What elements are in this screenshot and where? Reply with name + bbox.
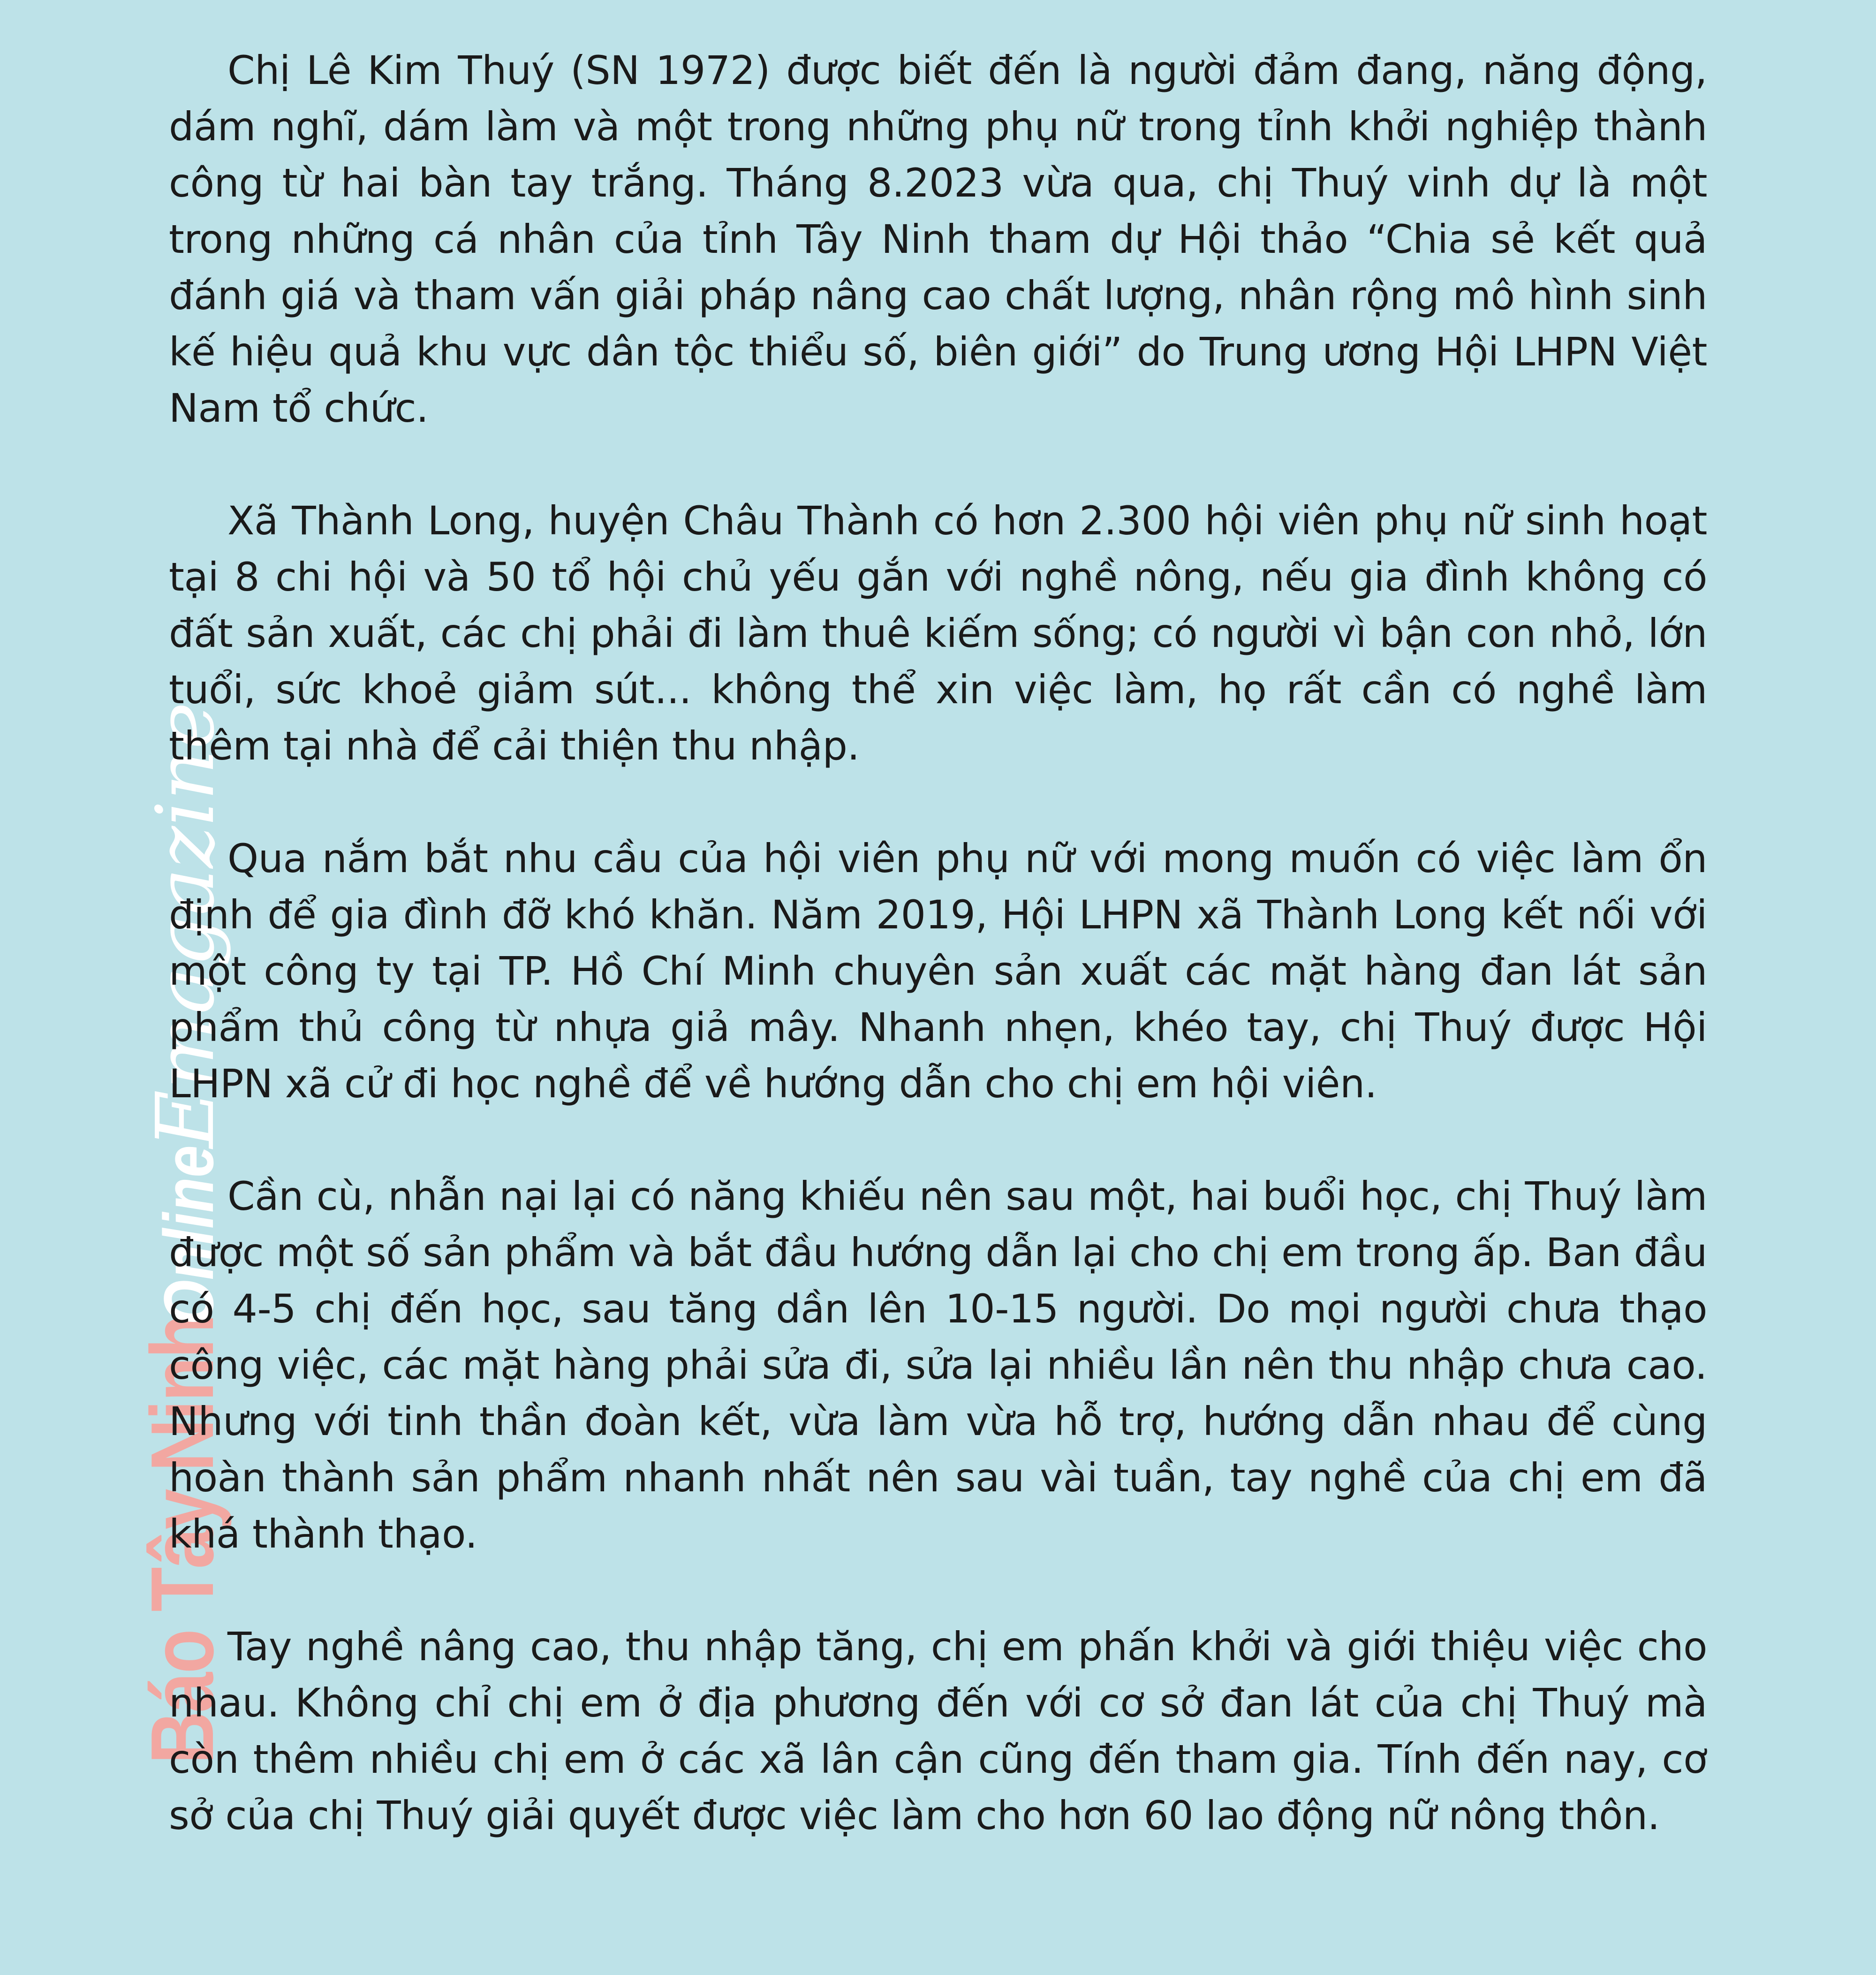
article-paragraph: Chị Lê Kim Thuý (SN 1972) được biết đến là người đảm đang, năng động, dám nghĩ, dám làm và một trong những phụ nữ trong tỉnh khởi nghiệp thành công từ hai bàn tay trắng. Tháng 8.2023 vừa qua, chị Thuý vinh dự là một trong những cá nhân của tỉnh Tây Ninh tham dự Hội thảo “Chia sẻ kết quả đánh giá và tham vấn giải pháp nâng cao chất lượng, nhân rộng mô hình sinh kế hiệu quả khu vực dân tộc thiểu số, biên giới” do Trung ương Hội LHPN Việt Nam tổ chức. (169, 47, 1707, 431)
article-paragraph: Xã Thành Long, huyện Châu Thành có hơn 2.300 hội viên phụ nữ sinh hoạt tại 8 chi hội và 50 tổ hội chủ yếu gắn với nghề nông, nếu gia đình không có đất sản xuất, các chị phải đi làm thuê kiếm sống; có người vì bận con nhỏ, lớn tuổi, sức khoẻ giảm sút... không thể xin việc làm, họ rất cần có nghề làm thêm tại nhà để cải thiện thu nhập. (169, 498, 1707, 769)
watermark-emagazine: Emagazine (139, 702, 232, 1148)
article-paragraph: Cần cù, nhẫn nại lại có năng khiếu nên sau một, hai buổi học, chị Thuý làm được một số sản phẩm và bắt đầu hướng dẫn lại cho chị em trong ấp. Ban đầu có 4-5 chị đến học, sau tăng dần lên 10-15 người. Do mọi người chưa thạo công việc, các mặt hàng phải sửa đi, sửa lại nhiều lần nên thu nhập chưa cao. Nhưng với tinh thần đoàn kết, vừa làm vừa hỗ trợ, hướng dẫn nhau để cùng hoàn thành sản phẩm nhanh nhất nên sau vài tuần, tay nghề của chị em đã khá thành thạo. (169, 1173, 1707, 1557)
article-paragraph: Qua nắm bắt nhu cầu của hội viên phụ nữ với mong muốn có việc làm ổn định để gia đình đỡ khó khăn. Năm 2019, Hội LHPN xã Thành Long kết nối với một công ty tại TP. Hồ Chí Minh chuyên sản xuất các mặt hàng đan lát sản phẩm thủ công từ nhựa giả mây. Nhanh nhẹn, khéo tay, chị Thuý được Hội LHPN xã cử đi học nghề để về hướng dẫn cho chị em hội viên. (169, 836, 1707, 1107)
article-body (169, 42, 1707, 1900)
watermark-online: Online (149, 1145, 228, 1325)
watermark-brand: Báo Tây Ninh (133, 1315, 232, 1764)
article-paragraph: Tay nghề nâng cao, thu nhập tăng, chị em phấn khởi và giới thiệu việc cho nhau. Không chỉ chị em ở địa phương đến với cơ sở đan lát của chị Thuý mà còn thêm nhiều chị em ở các xã lân cận cũng đến tham gia. Tính đến nay, cơ sở của chị Thuý giải quyết được việc làm cho hơn 60 lao động nữ nông thôn. (169, 1624, 1707, 1838)
